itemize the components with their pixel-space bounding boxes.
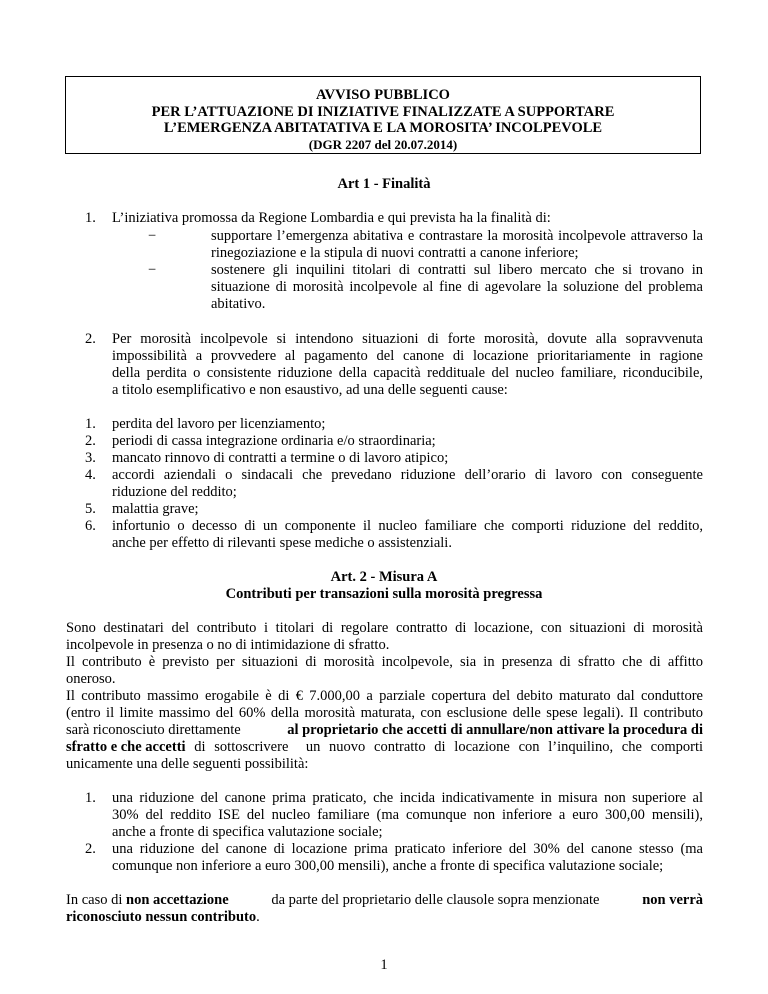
art1-p2-line3: della perdita o consistente riduzione della capacità reddituale del nucleo familiare, riconducibile, [112,365,703,381]
cause-item: malattia grave; [112,501,199,517]
option-line: una riduzione del canone prima praticato, che incida indicativamente in misura non superiore al [112,790,703,806]
cause-number: 6. [85,518,96,534]
art2-s2-line2: oneroso. [66,671,116,687]
title-line-4: (DGR 2207 del 20.07.2014) [308,136,458,152]
cause-item: mancato rinnovo di contratti a termine o di lavoro atipico; [112,450,449,466]
bold-text-run: al proprietario che accetti di annullare/non attivare la procedura di [287,722,703,738]
art1-heading: Art 1 - Finalità [337,176,431,192]
title-line-3: L’EMERGENZA ABITATATIVA E LA MOROSITA’ INCOLPEVOLE [163,120,603,136]
bullet2-line2: situazione di morosità incolpevole al fine di agevolare la soluzione del problema [211,279,703,295]
bullet1-line1: supportare l’emergenza abitativa e contrastare la morosità incolpevole attraverso la [211,228,703,244]
title-line-2: PER L’ATTUAZIONE DI INIZIATIVE FINALIZZATE A SUPPORTARE [151,103,615,120]
title-line-1: AVVISO PUBBLICO [316,87,450,103]
art1-p2-line2: impossibilità a provvedere al pagamento del canone di locazione prioritariamente in ragione [112,348,703,364]
cause-item: infortunio o decesso di un componente il nucleo familiare che comporti riduzione del reddito, [112,518,703,534]
cause-number: 5. [85,501,96,517]
art2-heading: Art. 2 - Misura A [330,569,438,585]
cause-item: accordi aziendali o sindacali che prevedano riduzione dell’orario di lavoro con conseguente [112,467,703,483]
option-line: comunque non inferiore a euro 300,00 mensili), anche a fronte di specifica valutazione sociale; [112,858,664,874]
art2-s3-line1: Il contributo massimo erogabile è di € 7.000,00 a parziale copertura del debito maturato dal conduttore [66,688,703,704]
art1-p1-number: 1. [85,210,96,226]
art1-p1-intro: L’iniziativa promossa da Regione Lombardia e qui prevista ha la finalità di: [112,210,551,226]
cause-item: perdita del lavoro per licenziamento; [112,416,326,432]
text-run: da parte del proprietario delle clausole sopra menzionate [267,892,604,908]
dash-bullet: − [148,262,157,278]
art2-s1-line1: Sono destinatari del contributo i titolari di regolare contratto di locazione, con situazioni di morosità [66,620,703,636]
option-line: una riduzione del canone di locazione prima praticato inferiore del 30% del canone stesso (ma [112,841,703,857]
cause-item: periodi di cassa integrazione ordinaria e/o straordinaria; [112,433,436,449]
option-number: 1. [85,790,96,806]
art2-s3-line2: (entro il limite massimo del 60% della morosità maturata, con esclusione delle spese legali). Il contributo [66,705,703,721]
cause-item-cont: riduzione del reddito; [112,484,237,500]
cause-item-cont: anche per effetto di rilevanti spese mediche o assistenziali. [112,535,452,551]
cause-number: 4. [85,467,96,483]
option-number: 2. [85,841,96,857]
bullet1-line2: rinegoziazione e la stipula di nuovi contratti a canone inferiore; [211,245,579,261]
bold-text-run: sfratto e che accetti [66,739,186,755]
bold-text-run: non accettazione [126,892,229,908]
art2-subheading: Contributi per transazioni sulla morosità pregressa [225,586,543,602]
option-line: 30% del reddito ISE del nucleo familiare (ma comunque non inferiore a euro 300,00 mensili), [112,807,703,823]
text-run: . [256,909,260,925]
art1-p2-line4: a titolo esemplificativo e non esaustivo, ad una delle seguenti cause: [112,382,508,398]
text-run: In caso di [66,892,126,908]
bold-text-run: riconosciuto nessun contributo [66,909,257,925]
cause-number: 3. [85,450,96,466]
final-line2 [66,909,260,926]
art2-s3-line3 [66,722,703,739]
page-number: 1 [380,957,388,973]
bullet2-line1: sostenere gli inquilini titolari di contratti sul libero mercato che si trovano in [211,262,703,278]
final-line1 [66,892,703,909]
art2-s2-line1: Il contributo è previsto per situazioni di morosità incolpevole, sia in presenza di sfratto che di affitto [66,654,703,670]
option-line: anche a fronte di specifica valutazione sociale; [112,824,383,840]
art2-s1-line2: incolpevole in presenza o no di intimidazione di sfratto. [66,637,390,653]
art1-p2-number: 2. [85,331,96,347]
art2-s3-line4 [66,739,703,756]
text-run: sarà riconosciuto direttamente [66,722,245,738]
text-run: di sottoscrivere un nuovo contratto di locazione con l’inquilino, che comporti [185,739,703,755]
title-box [65,76,701,154]
cause-number: 2. [85,433,96,449]
bold-text-run: non verrà [642,892,703,908]
dash-bullet: − [148,228,157,244]
cause-number: 1. [85,416,96,432]
art1-p2-line1: Per morosità incolpevole si intendono situazioni di forte morosità, dovute alla sopravvenuta [112,331,703,347]
bullet2-line3: abitativo. [211,296,266,312]
art2-s3-line5: unicamente una delle seguenti possibilità: [66,756,309,772]
